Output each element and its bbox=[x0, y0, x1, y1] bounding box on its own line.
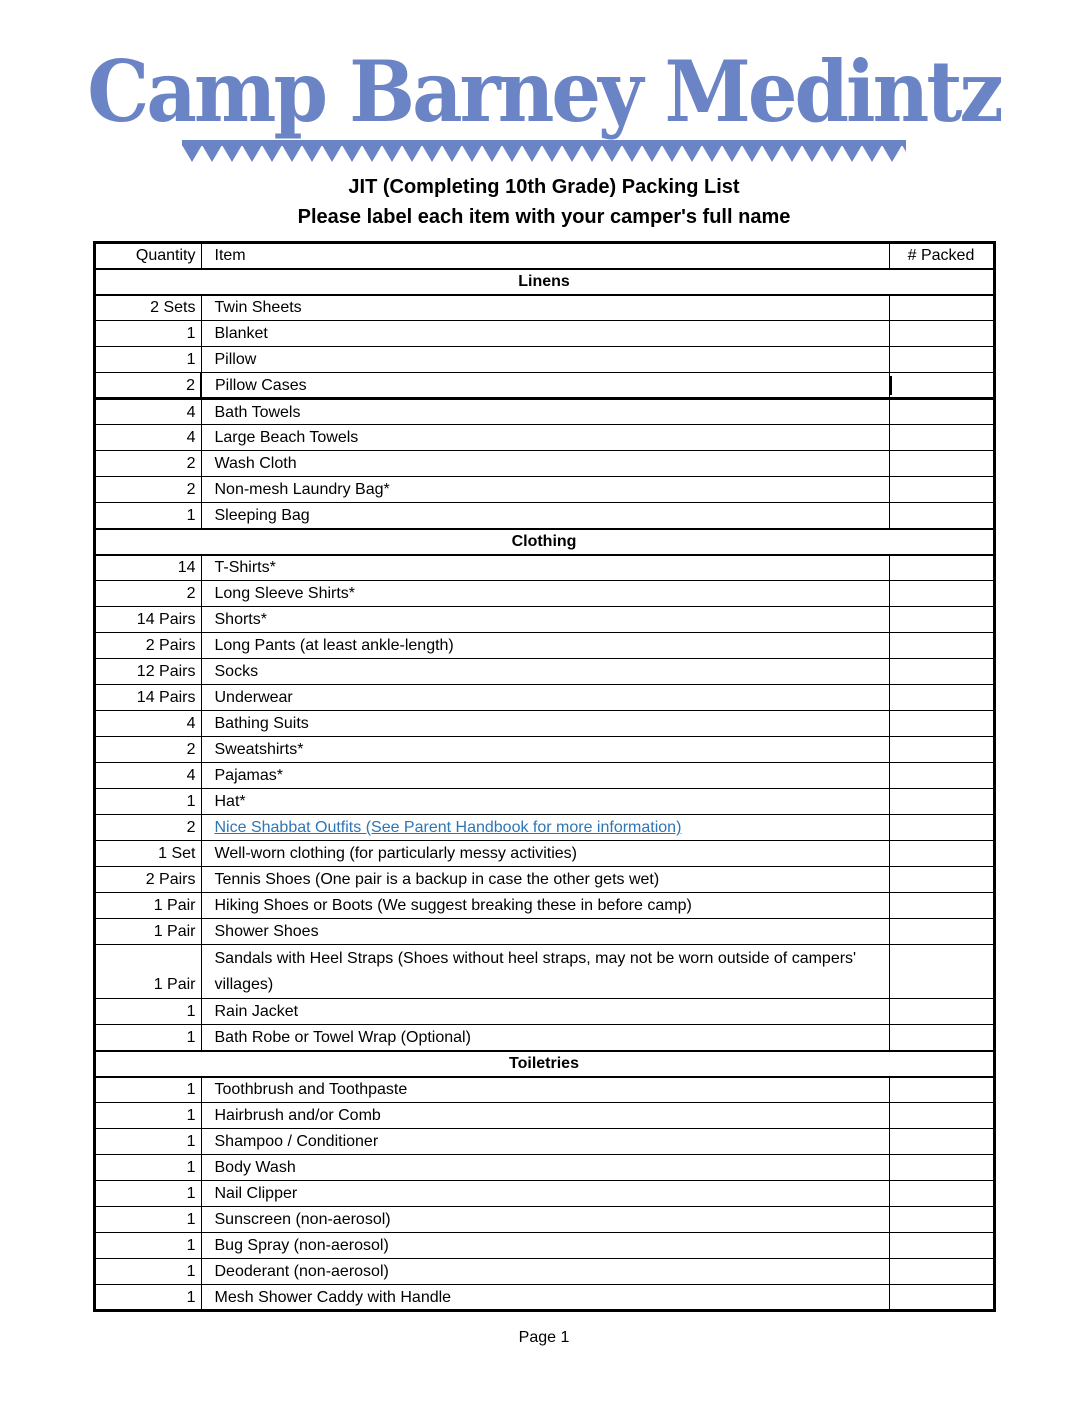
table-row bbox=[94, 1259, 994, 1285]
item-cell: Deoderant (non-aerosol) bbox=[201, 1259, 889, 1285]
section-title: Linens bbox=[94, 269, 994, 295]
packed-cell[interactable] bbox=[889, 425, 994, 451]
item-cell: Shampoo / Conditioner bbox=[201, 1129, 889, 1155]
quantity-cell: 2 bbox=[94, 451, 201, 477]
section-title: Clothing bbox=[94, 529, 994, 555]
table-row bbox=[94, 1025, 994, 1051]
item-cell: Wash Cloth bbox=[201, 451, 889, 477]
packed-cell[interactable] bbox=[889, 763, 994, 789]
table-row bbox=[94, 1233, 994, 1259]
camp-logo-text: Camp Barney Medintz bbox=[87, 43, 1001, 142]
quantity-cell: 1 bbox=[94, 1259, 201, 1285]
quantity-cell: 2 Pairs bbox=[94, 867, 201, 893]
table-row bbox=[94, 893, 994, 919]
section-row-toiletries bbox=[94, 1051, 994, 1077]
page-number: Page 1 bbox=[518, 1329, 570, 1346]
quantity-cell: 1 bbox=[94, 1181, 201, 1207]
table-row bbox=[94, 867, 994, 893]
quantity-cell: 1 bbox=[94, 789, 201, 815]
table-row bbox=[94, 711, 994, 737]
item-cell: Tennis Shoes (One pair is a backup in case the other gets wet) bbox=[201, 867, 889, 893]
shabbat-outfits-link[interactable]: Nice Shabbat Outfits (See Parent Handbook for more information) bbox=[214, 819, 682, 836]
quantity-cell: 2 bbox=[94, 373, 201, 399]
table-row bbox=[94, 321, 994, 347]
item-cell: Long Sleeve Shirts* bbox=[201, 581, 889, 607]
packed-cell[interactable] bbox=[889, 789, 994, 815]
column-header-quantity: Quantity bbox=[94, 243, 201, 269]
item-cell: Sweatshirts* bbox=[201, 737, 889, 763]
table-row bbox=[94, 737, 994, 763]
item-cell: Sleeping Bag bbox=[201, 503, 889, 529]
packed-cell[interactable] bbox=[889, 633, 994, 659]
table-row bbox=[94, 1155, 994, 1181]
quantity-cell: 12 Pairs bbox=[94, 659, 201, 685]
packed-cell[interactable] bbox=[889, 373, 994, 399]
item-cell: Mesh Shower Caddy with Handle bbox=[201, 1285, 889, 1311]
packing-list-table bbox=[93, 241, 996, 1312]
packed-cell[interactable] bbox=[889, 919, 994, 945]
packed-cell[interactable] bbox=[889, 841, 994, 867]
packed-cell[interactable] bbox=[889, 477, 994, 503]
item-cell: Hairbrush and/or Comb bbox=[201, 1103, 889, 1129]
item-cell: Non-mesh Laundry Bag* bbox=[201, 477, 889, 503]
table-row bbox=[94, 581, 994, 607]
quantity-cell: 14 Pairs bbox=[94, 685, 201, 711]
packed-cell[interactable] bbox=[889, 1233, 994, 1259]
item-cell: Twin Sheets bbox=[201, 295, 889, 321]
packed-cell[interactable] bbox=[889, 1181, 994, 1207]
section-row-linens bbox=[94, 269, 994, 295]
packed-cell[interactable] bbox=[889, 1207, 994, 1233]
table-row bbox=[94, 633, 994, 659]
packed-cell[interactable] bbox=[889, 555, 994, 581]
document-title-block bbox=[0, 172, 1088, 232]
item-cell: Long Pants (at least ankle-length) bbox=[201, 633, 889, 659]
packed-cell[interactable] bbox=[889, 1285, 994, 1311]
item-cell: Toothbrush and Toothpaste bbox=[201, 1077, 889, 1103]
quantity-cell: 2 Pairs bbox=[94, 633, 201, 659]
packed-cell[interactable] bbox=[889, 685, 994, 711]
page-subtitle: Please label each item with your camper's full name bbox=[297, 206, 791, 228]
table-row bbox=[94, 451, 994, 477]
table-row bbox=[94, 789, 994, 815]
table-row bbox=[94, 1129, 994, 1155]
quantity-cell: 1 bbox=[94, 347, 201, 373]
table-row bbox=[94, 999, 994, 1025]
quantity-cell: 1 bbox=[94, 1025, 201, 1051]
quantity-cell: 1 bbox=[94, 1077, 201, 1103]
item-cell: Pillow bbox=[201, 347, 889, 373]
quantity-cell: 1 bbox=[94, 1207, 201, 1233]
item-cell: T-Shirts* bbox=[201, 555, 889, 581]
packed-cell[interactable] bbox=[889, 399, 994, 425]
quantity-cell: 1 bbox=[94, 1103, 201, 1129]
table-row bbox=[94, 503, 994, 529]
quantity-cell: 1 bbox=[94, 321, 201, 347]
table-row bbox=[94, 659, 994, 685]
item-cell: Body Wash bbox=[201, 1155, 889, 1181]
packed-cell[interactable] bbox=[889, 581, 994, 607]
quantity-cell: 2 bbox=[94, 815, 201, 841]
table-header-row bbox=[94, 243, 994, 269]
packed-cell[interactable] bbox=[889, 503, 994, 529]
item-cell: Sunscreen (non-aerosol) bbox=[201, 1207, 889, 1233]
table-row bbox=[94, 945, 994, 999]
item-cell: Nail Clipper bbox=[201, 1181, 889, 1207]
packed-cell[interactable] bbox=[889, 451, 994, 477]
item-cell: Bath Towels bbox=[201, 399, 889, 425]
text-cursor bbox=[889, 376, 892, 395]
quantity-cell: 1 Set bbox=[94, 841, 201, 867]
item-cell: Blanket bbox=[201, 321, 889, 347]
quantity-cell: 1 Pair bbox=[94, 919, 201, 945]
quantity-cell: 4 bbox=[94, 399, 201, 425]
packed-cell[interactable] bbox=[889, 1103, 994, 1129]
item-cell: Shower Shoes bbox=[201, 919, 889, 945]
table-row bbox=[94, 919, 994, 945]
quantity-cell: 1 bbox=[94, 999, 201, 1025]
column-header-item: Item bbox=[201, 243, 889, 269]
packed-cell[interactable] bbox=[889, 295, 994, 321]
packed-cell[interactable] bbox=[889, 815, 994, 841]
packed-cell[interactable] bbox=[889, 893, 994, 919]
table-row bbox=[94, 841, 994, 867]
quantity-cell: 1 Pair bbox=[94, 945, 201, 999]
table-row bbox=[94, 555, 994, 581]
table-row bbox=[94, 425, 994, 451]
packed-cell[interactable] bbox=[889, 999, 994, 1025]
quantity-cell: 4 bbox=[94, 763, 201, 789]
quantity-cell: 1 Pair bbox=[94, 893, 201, 919]
packed-cell[interactable] bbox=[889, 1025, 994, 1051]
table-row bbox=[94, 815, 994, 841]
table-row bbox=[94, 477, 994, 503]
table-row bbox=[94, 685, 994, 711]
packed-cell[interactable] bbox=[889, 867, 994, 893]
packed-cell[interactable] bbox=[889, 607, 994, 633]
quantity-cell: 2 bbox=[94, 477, 201, 503]
table-row bbox=[94, 347, 994, 373]
quantity-cell: 1 bbox=[94, 1233, 201, 1259]
table-row bbox=[94, 1207, 994, 1233]
table-row bbox=[94, 399, 994, 425]
quantity-cell: 2 Sets bbox=[94, 295, 201, 321]
quantity-cell: 4 bbox=[94, 711, 201, 737]
table-row bbox=[94, 763, 994, 789]
item-cell: Bath Robe or Towel Wrap (Optional) bbox=[201, 1025, 889, 1051]
packed-cell[interactable] bbox=[889, 945, 994, 999]
item-cell: Socks bbox=[201, 659, 889, 685]
packed-cell[interactable] bbox=[889, 347, 994, 373]
table-row bbox=[94, 607, 994, 633]
packed-cell[interactable] bbox=[889, 321, 994, 347]
column-header-packed: # Packed bbox=[889, 243, 994, 269]
table-row bbox=[94, 1077, 994, 1103]
camp-logo bbox=[0, 0, 1088, 164]
packing-table-body bbox=[94, 269, 994, 1311]
table-row bbox=[94, 1181, 994, 1207]
item-cell: Shorts* bbox=[201, 607, 889, 633]
packed-cell[interactable] bbox=[889, 1129, 994, 1155]
section-title: Toiletries bbox=[94, 1051, 994, 1077]
quantity-cell: 1 bbox=[94, 503, 201, 529]
item-cell: Bug Spray (non-aerosol) bbox=[201, 1233, 889, 1259]
quantity-cell: 2 bbox=[94, 581, 201, 607]
quantity-cell: 2 bbox=[94, 737, 201, 763]
item-cell: Rain Jacket bbox=[201, 999, 889, 1025]
item-cell: Hiking Shoes or Boots (We suggest breaking these in before camp) bbox=[201, 893, 889, 919]
packed-cell[interactable] bbox=[889, 659, 994, 685]
quantity-cell: 14 Pairs bbox=[94, 607, 201, 633]
quantity-cell: 1 bbox=[94, 1129, 201, 1155]
packed-cell[interactable] bbox=[889, 711, 994, 737]
item-cell: Pillow Cases bbox=[201, 373, 889, 399]
quantity-cell: 4 bbox=[94, 425, 201, 451]
item-cell: Well-worn clothing (for particularly messy activities) bbox=[201, 841, 889, 867]
logo-zigzag-decoration bbox=[182, 140, 906, 164]
packed-cell[interactable] bbox=[889, 1077, 994, 1103]
packed-cell[interactable] bbox=[889, 737, 994, 763]
item-cell: Bathing Suits bbox=[201, 711, 889, 737]
item-cell: Sandals with Heel Straps (Shoes without heel straps, may not be worn outside of campers' villages) bbox=[201, 945, 889, 999]
quantity-cell: 1 bbox=[94, 1285, 201, 1311]
table-row bbox=[94, 295, 994, 321]
item-cell: Large Beach Towels bbox=[201, 425, 889, 451]
item-cell: Underwear bbox=[201, 685, 889, 711]
item-cell: Pajamas* bbox=[201, 763, 889, 789]
item-cell bbox=[201, 815, 889, 841]
table-row bbox=[94, 1103, 994, 1129]
item-cell: Hat* bbox=[201, 789, 889, 815]
table-row bbox=[94, 373, 994, 399]
page-title: JIT (Completing 10th Grade) Packing List bbox=[348, 176, 740, 198]
quantity-cell: 1 bbox=[94, 1155, 201, 1181]
quantity-cell: 14 bbox=[94, 555, 201, 581]
section-row-clothing bbox=[94, 529, 994, 555]
packed-cell[interactable] bbox=[889, 1155, 994, 1181]
packed-cell[interactable] bbox=[889, 1259, 994, 1285]
table-row bbox=[94, 1285, 994, 1311]
